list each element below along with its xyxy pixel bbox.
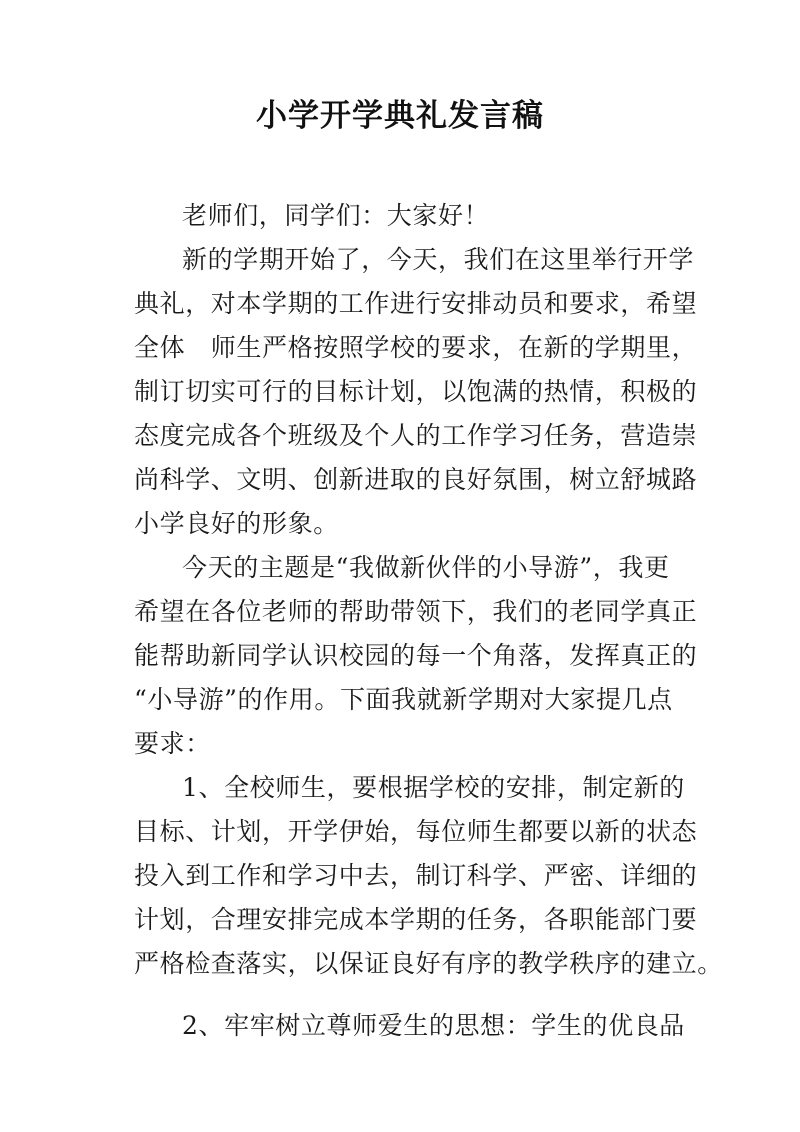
- list-item-2-line: 2、牢牢树立尊师爱生的思想：学生的优良品: [182, 1011, 685, 1040]
- paragraph-line: 新的学期开始了，今天，我们在这里举行开学: [182, 245, 695, 274]
- paragraph-line: 制订切实可行的目标计划，以饱满的热情，积极的: [134, 377, 698, 406]
- paragraph-line: 态度完成各个班级及个人的工作学习任务，营造崇: [134, 421, 698, 450]
- greeting-line: 老师们，同学们：大家好！: [182, 201, 490, 230]
- paragraph-line: 小学良好的形象。: [134, 509, 339, 538]
- paragraph-line: 严格检查落实，以保证良好有序的教学秩序的建立。: [134, 949, 723, 978]
- paragraph-line: 投入到工作和学习中去，制订科学、严密、详细的: [134, 861, 698, 890]
- paragraph-line: 要求：: [134, 729, 211, 758]
- paragraph-line: 尚科学、文明、创新进取的良好氛围，树立舒城路: [134, 465, 698, 494]
- paragraph-line: 目标、计划，开学伊始，每位师生都要以新的状态: [134, 817, 698, 846]
- paragraph-line: 希望在各位老师的帮助带领下，我们的老同学真正: [134, 597, 698, 626]
- paragraph-line: 今天的主题是“我做新伙伴的小导游”，我更: [182, 553, 670, 582]
- list-item-1-line: 1、全校师生，要根据学校的安排，制定新的: [182, 773, 685, 802]
- paragraph-line: 能帮助新同学认识校园的每一个角落，发挥真正的: [134, 641, 698, 670]
- paragraph-line: “小导游”的作用。下面我就新学期对大家提几点: [134, 685, 673, 714]
- paragraph-line: 计划，合理安排完成本学期的任务，各职能部门要: [134, 905, 698, 934]
- paragraph-line: 全体 师生严格按照学校的要求，在新的学期里，: [134, 333, 698, 362]
- paragraph-line: 典礼，对本学期的工作进行安排动员和要求，希望: [134, 289, 698, 318]
- document-title: 小学开学典礼发言稿: [256, 98, 544, 134]
